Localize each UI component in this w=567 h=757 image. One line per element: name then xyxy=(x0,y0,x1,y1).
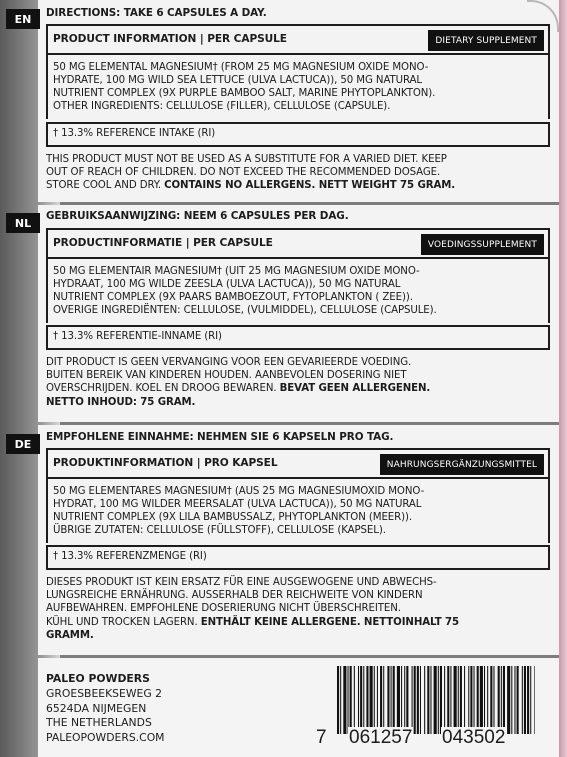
warning-plain: STORE COOL AND DRY. xyxy=(46,180,165,192)
barcode-bar xyxy=(534,666,535,734)
barcode-bar xyxy=(438,666,439,734)
barcode-bar xyxy=(397,666,400,734)
ingredient-line: ÜBRIGE ZUTATEN: CELLULOSE (FÜLLSTOFF), CELLULOSE (KAPSEL). xyxy=(53,525,386,536)
product-info-header-de xyxy=(46,448,550,479)
barcode-bar xyxy=(412,666,413,734)
ingredient-line: HYDRAAT, 100 MG WILDE ZEESLA (ULVA LACTUCA)), 50 MG NATURAL xyxy=(53,279,401,290)
product-info-title: PRODUKTINFORMATION | PRO KAPSEL xyxy=(53,457,278,469)
ingredient-line: 50 MG ELEMENTARES MAGNESIUM† (AUS 25 MG MAGNESIUMOXID MONO- xyxy=(53,486,425,497)
barcode-bar xyxy=(444,666,445,734)
warning-plain: OVERSCHRIJDEN. KOEL EN DROOG BEWAREN. xyxy=(46,383,280,395)
barcode-bar xyxy=(524,666,526,734)
barcode-bar xyxy=(420,666,421,734)
warning-text-en xyxy=(46,153,556,193)
barcode-bar xyxy=(474,666,475,734)
ingredient-line: NUTRIENT COMPLEX (9X PAARS BAMBOEZOUT, FYTOPLANKTON ( ZEE)). xyxy=(53,292,413,303)
ingredient-line: NUTRIENT COMPLEX (9X LILA BAMBUSSALZ, PHYTOPLANKTON (MEER)). xyxy=(53,512,412,523)
supplement-badge: DIETARY SUPPLEMENT xyxy=(428,30,544,51)
barcode-bar xyxy=(522,666,523,734)
barcode-bar xyxy=(387,666,389,734)
warning-line: AUFBEWAHREN. EMPFOHLENE DOSERIERUNG NICHT ÜBERSCHREITEN. xyxy=(46,603,401,615)
directions-heading-de: EMPFOHLENE EINNAHME: NEHMEN SIE 6 KAPSELN PRO TAG. xyxy=(46,431,394,443)
ingredient-line: 50 MG ELEMENTAL MAGNESIUM† (FROM 25 MG MAGNESIUM OXIDE MONO- xyxy=(53,62,429,73)
warning-line xyxy=(46,629,556,642)
directions-heading-nl: GEBRUIKSAANWIJZING: NEEM 6 CAPSULES PER DAG. xyxy=(46,210,349,222)
company-name: PALEO POWDERS xyxy=(46,672,150,685)
barcode-bar xyxy=(487,666,488,734)
supplement-badge: NAHRUNGSERGÄNZUNGSMITTEL xyxy=(380,454,544,475)
barcode-bar xyxy=(460,666,462,734)
barcode-bar xyxy=(517,666,519,734)
barcode-bar xyxy=(393,666,395,734)
warning-text-de xyxy=(46,576,556,642)
barcode-bar xyxy=(424,666,425,734)
barcode-bar xyxy=(480,666,483,734)
warning-line: LUNGSREICHE ERNÄHRUNG. AUSSERHALB DER REICHWEITE VON KINDERN xyxy=(46,590,423,602)
barcode-bar xyxy=(350,666,352,734)
barcode-bar xyxy=(447,666,449,734)
barcode-bar xyxy=(458,666,459,734)
net-content: GRAMM. xyxy=(46,629,94,641)
package-edge xyxy=(559,0,567,757)
reference-intake-de: † 13.3% REFERENZMENGE (RI) xyxy=(46,545,550,570)
barcode-bar xyxy=(514,666,515,734)
allergen-statement: BEVAT GEEN ALLERGENEN. xyxy=(279,383,431,395)
lang-badge-nl: NL xyxy=(6,213,40,233)
product-info-title: PRODUCTINFORMATIE | PER CAPSULE xyxy=(53,237,273,249)
warning-line xyxy=(46,179,556,192)
allergen-statement: ENTHÄLT KEINE ALLERGENE. NETTOINHALT 75 xyxy=(200,616,460,628)
warning-plain: KÜHL UND TROCKEN LAGERN. xyxy=(46,616,201,628)
barcode-bars xyxy=(337,666,535,734)
ingredient-line: OVERIGE INGREDIËNTEN: CELLULOSE, (VULMIDDEL), CELLULOSE (CAPSULE). xyxy=(53,305,437,316)
reference-intake-en: † 13.3% REFERENCE INTAKE (RI) xyxy=(46,122,550,147)
barcode-bar xyxy=(484,666,485,734)
ingredient-line: NUTRIENT COMPLEX (9X PURPLE BAMBOO SALT, MARINE PHYTOPLANKTON). xyxy=(53,88,436,99)
website: PALEOPOWDERS.COM xyxy=(46,731,165,745)
barcode-bar xyxy=(358,666,359,734)
product-info-title: PRODUCT INFORMATION | PER CAPSULE xyxy=(53,33,287,45)
barcode-bar xyxy=(430,666,431,734)
ingredient-line: HYDRATE, 100 MG WILD SEA LETTUCE (ULVA LACTUCA)), 50 MG NATURAL xyxy=(53,75,423,86)
ingredient-line: 50 MG ELEMENTAIR MAGNESIUM† (UIT 25 MG MAGNESIUM OXIDE MONO- xyxy=(53,266,420,277)
ingredients-en xyxy=(46,55,550,119)
barcode-bar xyxy=(468,666,469,734)
barcode-bar xyxy=(507,666,510,734)
barcode-bar xyxy=(493,666,494,734)
barcode-bar xyxy=(406,666,408,734)
warning-text-nl xyxy=(46,356,556,409)
barcode-bar xyxy=(498,666,500,734)
barcode-bar xyxy=(511,666,512,734)
barcode-bar xyxy=(340,666,341,734)
ingredients-nl xyxy=(46,259,550,323)
product-info-header-nl xyxy=(46,228,550,259)
barcode-bar xyxy=(354,666,355,734)
barcode-bar xyxy=(363,666,364,734)
barcode-bar xyxy=(440,666,442,734)
barcode-bar xyxy=(417,666,419,734)
lang-badge-en: EN xyxy=(6,9,40,29)
barcode-bar xyxy=(470,666,472,734)
barcode-digits-right: 043502 xyxy=(442,727,506,748)
address-line: GROESBEEKSEWEG 2 xyxy=(46,686,163,700)
barcode-bar xyxy=(366,666,368,734)
supplement-badge: VOEDINGSSUPPLEMENT xyxy=(421,234,544,255)
barcode-bar xyxy=(454,666,457,734)
barcode-bar xyxy=(370,666,373,734)
warning-line: DIT PRODUCT IS GEEN VERVANGING VOOR EEN GEVARIEERDE VOEDING. xyxy=(46,357,412,368)
barcode-bar xyxy=(427,666,429,734)
barcode-bar xyxy=(383,666,384,734)
product-info-header-en xyxy=(46,24,550,55)
address-line: THE NETHERLANDS xyxy=(46,716,152,730)
barcode-bar xyxy=(490,666,492,734)
barcode-bar xyxy=(477,666,479,734)
barcode-bar xyxy=(343,666,346,734)
warning-line xyxy=(46,396,556,409)
reference-intake-nl: † 13.3% REFERENTIE-INNAME (RI) xyxy=(46,325,550,350)
barcode-bar xyxy=(530,666,531,734)
allergen-statement: CONTAINS NO ALLERGENS. NETT WEIGHT 75 GRAM. xyxy=(164,180,456,192)
warning-line: THIS PRODUCT MUST NOT BE USED AS A SUBSTITUTE FOR A VARIED DIET. KEEP xyxy=(46,154,447,165)
barcode-bar xyxy=(380,666,382,734)
company-address xyxy=(46,672,165,746)
ingredient-line: HYDRAT, 100 MG WILDER MEERSALAT (ULVA LACTUCA)), 50 MG NATURAL xyxy=(53,499,422,510)
barcode-bar xyxy=(501,666,502,734)
barcode-bar xyxy=(464,666,465,734)
address-line: 6524DA NIJMEGEN xyxy=(46,701,147,715)
ingredient-line: OTHER INGREDIENTS: CELLULOSE (FILLER), CELLULOSE (CAPSULE). xyxy=(53,101,391,112)
warning-line: OUT OF REACH OF CHILDREN. DO NOT EXCEED THE RECOMMENDED DOSAGE. xyxy=(46,167,441,179)
directions-heading-en: DIRECTIONS: TAKE 6 CAPSULES A DAY. xyxy=(46,7,267,19)
barcode xyxy=(313,666,535,750)
warning-line xyxy=(46,382,556,395)
barcode-bar xyxy=(503,666,505,734)
net-content: NETTO INHOUD: 75 GRAM. xyxy=(46,396,196,408)
ingredients-de xyxy=(46,479,550,543)
barcode-bar xyxy=(374,666,375,734)
barcode-bar xyxy=(527,666,529,734)
barcode-bar xyxy=(337,666,339,734)
barcode-bar xyxy=(434,666,437,734)
barcode-bar xyxy=(391,666,392,734)
lang-badge-de: DE xyxy=(6,434,40,454)
barcode-bar xyxy=(450,666,451,734)
barcode-bar xyxy=(360,666,362,734)
warning-line: BUITEN BEREIK VAN KINDEREN HOUDEN. AANBEVOLEN DOSERING NIET xyxy=(46,370,407,382)
barcode-digits-left: 061257 xyxy=(349,727,413,748)
barcode-bar xyxy=(414,666,416,734)
barcode-digit-prefix: 7 xyxy=(316,727,327,748)
warning-line xyxy=(46,616,556,629)
barcode-bar xyxy=(404,666,405,734)
barcode-bar xyxy=(377,666,378,734)
barcode-bar xyxy=(348,666,349,734)
barcode-bar xyxy=(401,666,402,734)
warning-line: DIESES PRODUKT IST KEIN ERSATZ FÜR EINE AUSGEWOGENE UND ABWECHS- xyxy=(46,577,437,588)
